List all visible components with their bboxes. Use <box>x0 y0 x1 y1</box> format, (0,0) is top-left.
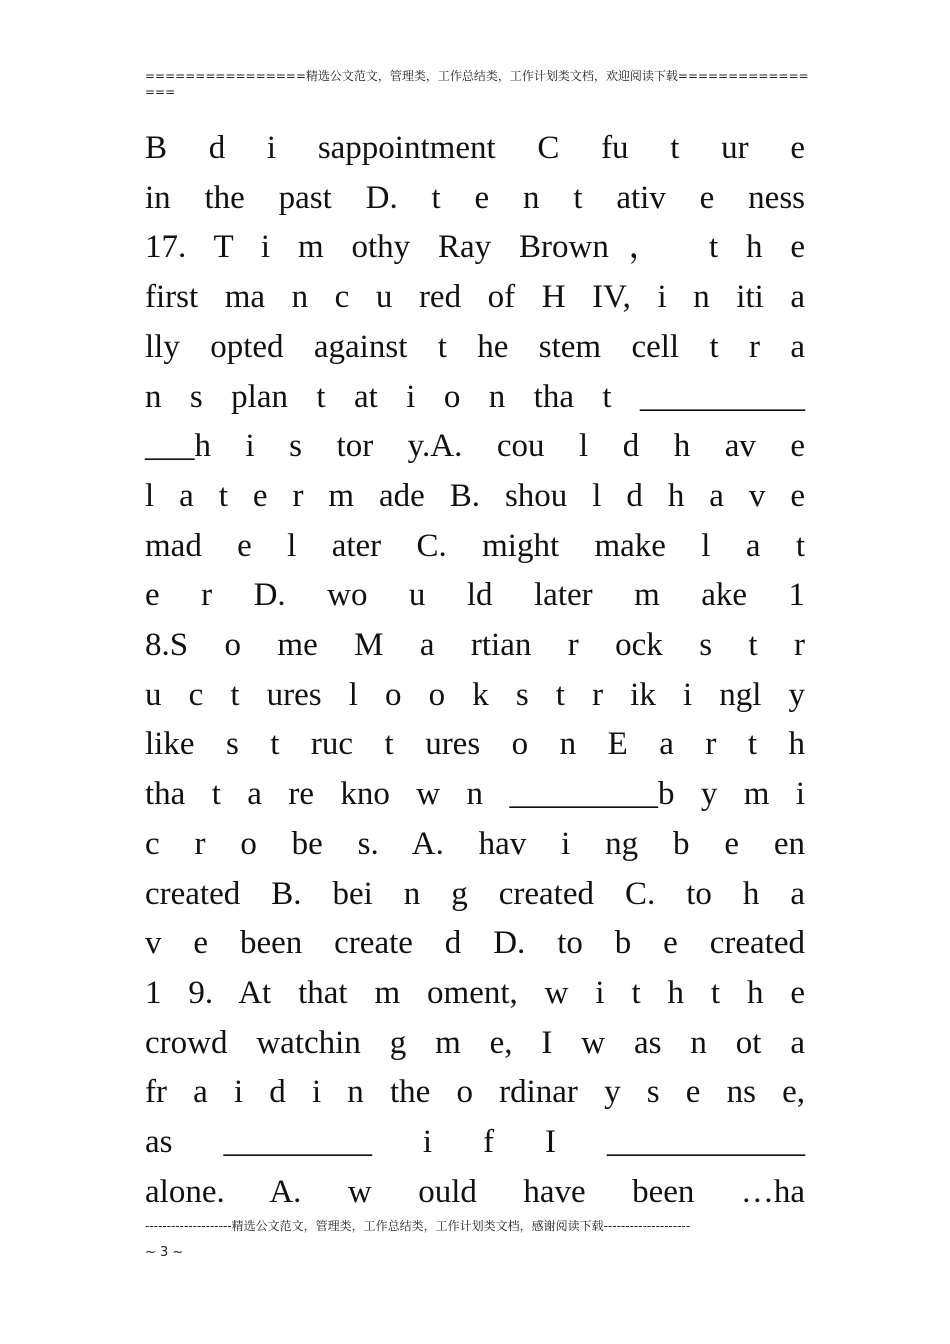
text-line: l a t e r m ade B. shou l d h a v e <box>145 477 805 514</box>
text-line: in the past D. t e n t ativ e ness <box>145 179 805 216</box>
text-line: mad e l ater C. might make l a t <box>145 527 805 564</box>
text-line: 8.S o me M a rtian r ock s t r <box>145 627 805 664</box>
text-line: lly opted against t he stem cell t r a <box>145 328 805 365</box>
page-footer: --------------------精选公文范文，管理类，工作总结类，工作计划类文档，感谢阅读下载-------------------- <box>145 1219 691 1233</box>
text-line: crowd watchin g m e, I w as n ot a <box>145 1024 805 1061</box>
text-line: first ma n c u red of H IV, i n iti a <box>145 279 805 316</box>
text-line: 1 9. At that m oment, w i t h t h e <box>145 974 805 1011</box>
text-line: u c t ures l o o k s t r ik i ngl y <box>145 676 805 713</box>
text-line: alone. A. w ould have been …ha <box>145 1173 805 1210</box>
text-line: fr a i d i n the o rdinar y s e ns e, <box>145 1074 805 1111</box>
text-line: v e been create d D. to b e created <box>145 925 805 962</box>
text-line: e r D. wo u ld later m ake 1 <box>145 577 805 614</box>
text-line: created B. bei n g created C. to h a <box>145 875 805 912</box>
text-line: tha t a re kno w n _________b y m i <box>145 776 805 813</box>
text-line: 17. T i m othy Ray Brown， t h e <box>145 229 805 266</box>
page-header: ================精选公文范文，管理类，工作总结类，工作计划类文档，欢迎阅读下载================ <box>145 69 809 99</box>
text-line: ___h i s tor y.A. cou l d h av e <box>145 428 805 465</box>
text-line: n s plan t at i o n tha t __________ <box>145 378 805 415</box>
text-line: like s t ruc t ures o n E a r t h <box>145 726 805 763</box>
text-line: as _________ i f I ____________ <box>145 1124 805 1161</box>
document-body <box>145 124 805 1217</box>
page-number: ~ 3 ~ <box>145 1245 184 1260</box>
text-line: c r o be s. A. hav i ng b e en <box>145 825 805 862</box>
text-line: B d i sappointment C fu t ur e <box>145 130 805 166</box>
